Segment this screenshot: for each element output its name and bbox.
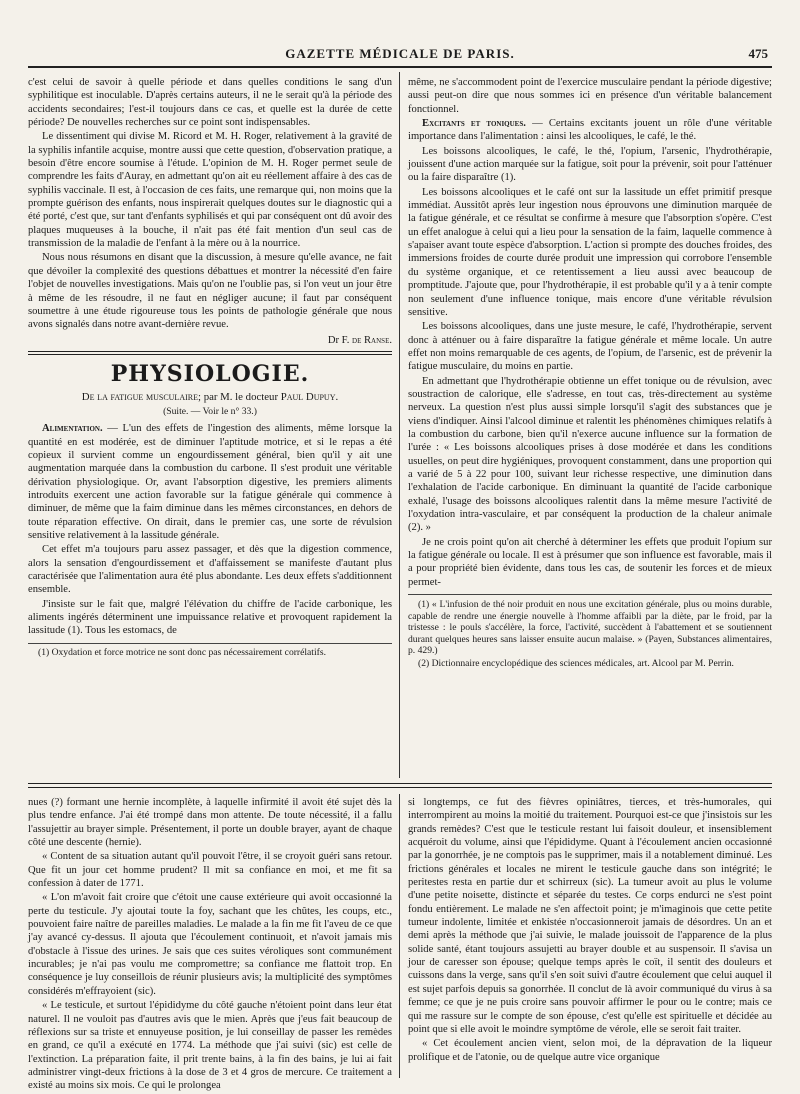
- footnotes: [408, 599, 772, 669]
- paragraph: Les boissons alcooliques, le café, le thé, l'opium, l'arsenic, l'hydrothérapie, jouissent d'une action marquée sur la fatigue, soit pour la prévenir, soit pour l'atténuer ou la faire disparaître (1).: [408, 145, 772, 184]
- paragraph: « Le testicule, et surtout l'épididyme du côté gauche n'étoient point dans leur état naturel. Il ne vouloit pas d'autres avis que le mien. Après que j'eus fait beaucoup de réflexions sur sa triste et ennuyeuse position, je lui conseillay de passer les remèdes en grand, ce qu'il a exécuté en 1774. La méthode que j'ai suivi (sic) est celle de l'extinction. La préparation faite, il prit trente bains, à la fin des bains, je lui ai fait administrer vingt-deux frictions à la dose de 3 et 4 gros de mercure. Ce traitement a existé au moins six mois. Ce qui le prolongea: [28, 1000, 392, 1092]
- paragraph: [28, 422, 392, 542]
- footnote: (1) Oxydation et force motrice ne sont donc pas nécessairement corrélatifs.: [38, 646, 326, 658]
- signature-prefix: Dr F.: [327, 334, 353, 346]
- paragraph: En admettant que l'hydrothérapie obtienne un effet tonique ou de révulsion, avec soustraction de calorique, elle s'adresse, en tout cas, très-directement au système nerveux. La question n'est plus aussi simple lorsqu'il s'agit des substances que je viens d'indiquer. Ainsi l'alcool diminue et ralentit les phénomènes chimiques relatifs à la combustion du carbone, bien qu'il n'exerce aucune influence sur la formation de l'urée : « Les boissons alcooliques prises à dose modérée et dans les conditions usuelles, on peut dire hygiéniques, provoquent constamment, dans une proportion qui a varié de 5 à 22 pour 100, suivant leur richesse respective, une diminution dans l'exhalation de l'acide carbonique. En diminuant la quantité de l'acide carbonique exhalé, l'usage des boissons alcooliques ralentit dans la même mesure l'activité de l'oxydation intra-vasculaire, et par conséquent la production de la chaleur animale (2). »: [408, 375, 772, 534]
- paragraph-lead: Alimentation.: [42, 423, 103, 435]
- paragraph: Les boissons alcooliques et le café ont sur la lassitude un effet primitif presque immédiat. Aussitôt après leur ingestion nous éprouvons une diminution marquée de la fatigue générale, et ce résultat se confirme à mesure que l'absorption s'opère. C'est un effet analogue à celui qui a lieu pour la sensation de la faim, laquelle commence à s'apaiser avant toute espèce d'absorption. L'action si prompte des douches froides, des immersions froides de courte durée produit une impression qui corrobore l'ensemble du système organique, et ce retentissement a lieu aussi avec beaucoup de promptitude. J'ajoute que, pour l'hydrothérapie, il est probable qu'il y a à tenir compte non seulement d'une influence tonique, mais encore d'une véritable révulsion sensitive.: [408, 186, 772, 318]
- paragraph: « Content de sa situation autant qu'il pouvoit l'être, il se croyoit guéri sans retour. Que fit un jour cet homme prudent? Il mit sa confiance en moi, et me fit sa confession à dater de 1771.: [28, 851, 392, 890]
- article-title-main: De la fatigue musculaire;: [81, 390, 201, 403]
- paragraph: [408, 117, 772, 144]
- paragraph: même, ne s'accommodent point de l'exercice musculaire pendant la période digestive; aussi peut-on dire que nous sommes ici en présence d'un véritable balancement fonctionnel.: [408, 77, 772, 115]
- section-title: PHYSIOLOGIE.: [110, 360, 310, 387]
- article-author: Paul Dupuy.: [280, 390, 339, 403]
- paragraph-text: — L'un des effets de l'ingestion des aliments, même lorsque la quantité en est modérée, est de diminuer l'aptitude motrice, et si le repas a été copieux il survient comme un engourdissement général, bien qu'il y ait une augmentation marquée dans la combustion du carbone. Il s'est produit une véritable dérivation physiologique. Or, avant l'absorption digestive, les premiers aliments introduits exercent une action favorable sur la fatigue générale qui commence à diminuer, de même que la faim diminue dans les mêmes circonstances, en dehors de toute réparation effective. On dirait, dans le premier cas, une sorte de révulsion sensitive relativement à la lassitude générale.: [28, 423, 392, 542]
- column-divider-bottom: [399, 794, 400, 1078]
- column-divider-top: [399, 72, 400, 778]
- paragraph: Je ne crois point qu'on ait cherché à déterminer les effets que produit l'opium sur la fatigue générale ou locale. Il est à présumer que son influence est favorable, mais il a pour propriété bien évidente, dans tous les cas, de soutenir les forces et de mieux permet-: [408, 536, 772, 588]
- column-top-right: [408, 76, 772, 670]
- paragraph: c'est celui de savoir à quelle période et dans quelles conditions le sang d'un syphilitique est inoculable. D'après certains auteurs, il ne le serait qu'à la période des accidents secondaires; l'est-il toujours dans ce cas, et quelle est la durée de cette période? De nouvelles recherches sur ce point sont indispensables.: [28, 77, 392, 129]
- article-title-by: par M. le docteur: [201, 390, 281, 403]
- section-divider: [28, 783, 772, 788]
- paragraph: si longtemps, ce fut des fièvres opiniâtres, tierces, et très-humorales, qui interrompirent au moins la moitié du traitement. Pourquoi est-ce que j'insistois sur les grands remèdes? C'est que le testicule restant lui faisoit douleur, et insensiblement acquéroit du volume, ainsi que l'épididyme. Quant à l'écoulement ancien occasionné par la gonorrhée, je ne comptois pas le supprimer, mais il a notablement diminué. Les frictions générales et locales ne mirent le testicule gauche dans son intégrité; le peritestes resta en partie dur et schirreux (sic). La tumeur avoit au plus le volume d'une petite noisette, distincte et séparée du testes. Ce corps endurci ne s'est point fondu entièrement. Le malade ne s'en affectoit point; je m'imaginois que cette petite tumeur indolente, limitée et enkistée n'occasionneroit jamais de désordres. Un an et demi après la méthode que j'ai suivie, le malade jouissoit de l'apparence de la plus solide santé, étant toujours assujetti au brayer double et au suspensoir. Il s'avisa un jour de caresser son épouse; quelque temps après le coït, il sentit des douleurs et cuissons dans la verge, sans qu'il s'en soit suivi d'autre écoulement que celui auquel il est sujet parfois depuis sa gonorrhée. Il conclut de là avoir communiqué du virus à sa femme; ce que je ne puis croire sans pouvoir affirmer le pour ou le contre; mais ce qui me rassure sur le compte de son épouse, c'est qu'elle est spirituelle et décidée au point que si elle avoit le moindre symptôme de vérole, elle se seroit fait traiter.: [408, 797, 772, 1035]
- paragraph: « L'on m'avoit fait croire que c'étoit une cause extérieure qui avoit occasionné la perte du testicule. J'y ajoutai toute la foy, sachant que les chûtes, les coups, etc., pouvoient faire naître de pareilles maladies. Le malade a la fin me fit l'aveu de ce que j'ay avancé cy-dessus. Il ajouta que l'écoulement continuoit, et n'avoit jamais mis d'obstacle à l'issue des urines. Je sais que ces suites véroliques sont communément incurables; je n'ai pas voulu me compromettre; sa confiance me flattoit trop. En conséquence je luy conseillois de réunir plusieurs avis; la multiplicité des symptômes considérés m'effrayoient (sic).: [28, 892, 392, 997]
- footnote: (1) « L'infusion de thé noir produit en nous une excitation générale, plus ou moins durable, capable de rendre une énergie nouvelle à l'homme affaibli par la diète, par le froid, par la tristesse : le pouls s'accélère, la force, l'activité, succèdent à l'abattement et se soutiennent durant quelques heures sans laisser ensuite aucun malaise. » (Payen, Substances alimentaires, p. 429.): [408, 599, 772, 657]
- paragraph: Nous nous résumons en disant que la discussion, à mesure qu'elle avance, ne fait que dévoiler la complexité des questions débattues et montrer la nécessité d'en faire l'objet de nouvelles investigations. Mais qu'on ne l'oublie pas, si l'on veut un jour être à même de les résoudre, il ne faut en négliger aucune; il faut par conséquent soumettre à une étude rigoureuse tous les points de pathologie générale que nous avons signalés dans notre avant-dernière revue.: [28, 252, 392, 331]
- column-bottom-left: [28, 796, 392, 1094]
- paragraph: Le dissentiment qui divise M. Ricord et M. H. Roger, relativement à la gravité de la syphilis infantile acquise, montre aussi que cette question, d'observation pratique, a besoin d'être encore soumise à l'étude. L'opinion de M. H. Roger permet seule de comprendre les faits d'Auray, en admettant qu'on ait eu réellement affaire à des cas de syphilis vaccinale. Il est, à l'occasion de ces faits, une remarque qui, non moins que la prompte guérison des enfants, nous inspirerait quelques doutes sur le diagnostic qui a été porté, c'est que, sur tant d'enfants syphilisés et qui par conséquent ont dû avoir des plaques muqueuses à la bouche, il n'ait pas été fait mention d'un seul cas de transmission de la maladie de l'enfant à la mère ou à la nourrice.: [28, 131, 392, 250]
- paragraph: Les boissons alcooliques, dans une juste mesure, le café, l'hydrothérapie, servent donc à atténuer ou à faire disparaître la fatigue générale et même locale. Un autre effet non moins remarquable de ces agents, de l'opium, de l'arsenic, est de prévenir la fatigue musculaire, du moins en partie.: [408, 321, 772, 373]
- column-bottom-right: [408, 796, 772, 1065]
- footnotes: [28, 647, 392, 659]
- running-title: GAZETTE MÉDICALE DE PARIS.: [285, 46, 515, 61]
- paragraph-lead: Excitants et toniques.: [422, 118, 526, 130]
- section-rule: [28, 351, 392, 355]
- paragraph-text: — Certains excitants jouent un rôle d'une véritable importance dans l'alimentation : ainsi les alcooliques, le café, le thé.: [408, 118, 772, 143]
- page-number: 475: [748, 46, 768, 61]
- footnote: (2) Dictionnaire encyclopédique des sciences médicales, art. Alcool par M. Perrin.: [418, 657, 734, 669]
- footnote-rule: [28, 643, 392, 644]
- paragraph: J'insiste sur le fait que, malgré l'élévation du chiffre de l'acide carbonique, les aliments ingérés déterminent une impuissance relative et provoquent rapidement la lassitude (1). Tous les estomacs, de: [28, 598, 392, 637]
- footnote-rule: [408, 594, 772, 595]
- article-title: [28, 391, 392, 405]
- column-top-left: [28, 76, 392, 659]
- paragraph: « Cet écoulement ancien vient, selon moi, de la dépravation de la liqueur prolifique et de l'atonie, ou de quelque autre vice organique: [408, 1038, 772, 1063]
- article-signature: [28, 334, 392, 347]
- signature-name: de Ranse.: [352, 334, 392, 346]
- running-head: [28, 44, 772, 68]
- paragraph: nues (?) formant une hernie incomplète, à laquelle infirmité il avoit été sujet dès la plus tendre enfance. J'ai été trompé dans mon attente. De toute nécessité, il a fallu l'assujettir au brayer simple. Présentement, il porte un double brayer, ayant de chaque côté une descente (hernie).: [28, 797, 392, 849]
- paragraph: Cet effet m'a toujours paru assez passager, et dès que la digestion commence, alors la sensation d'engourdissement et d'affaissement se manifeste d'autant plus caractérisée que l'alimentation aura été plus abondante. Les deux effets s'additionnent ensemble.: [28, 544, 392, 596]
- article-subtitle: (Suite. — Voir le n° 33.): [163, 406, 257, 418]
